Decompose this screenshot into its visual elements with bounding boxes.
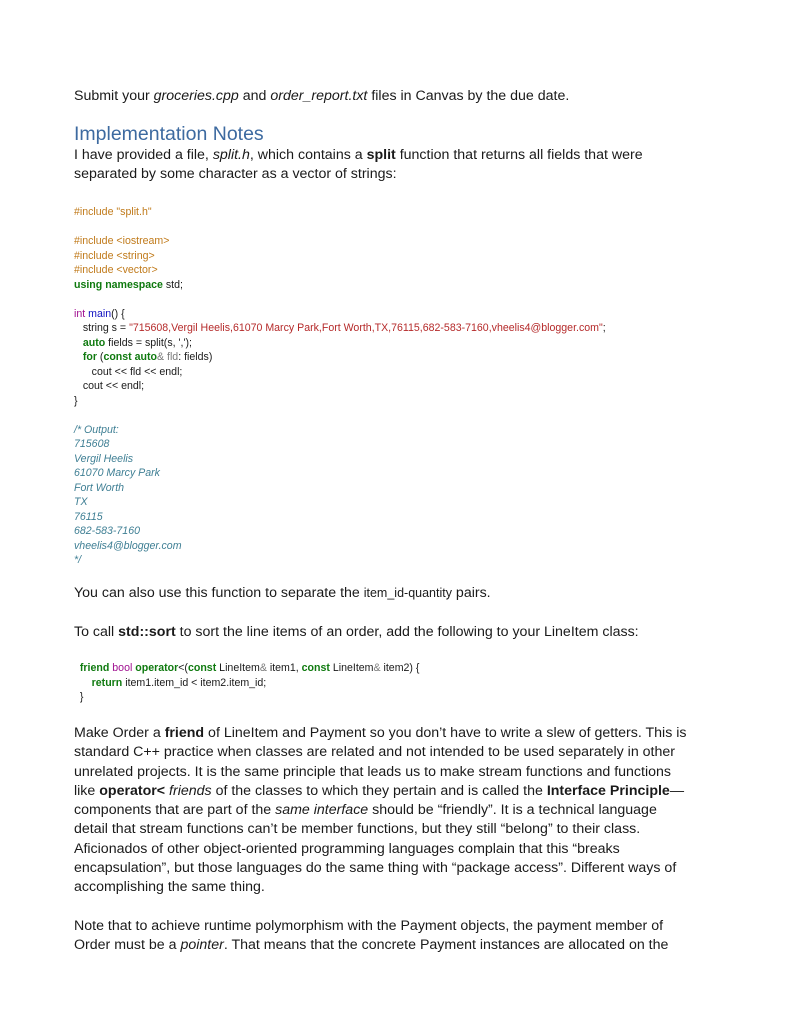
- text: accomplishing the same thing.: [74, 879, 265, 896]
- text: separated by some character as a vector of strings:: [74, 166, 397, 183]
- code-line: [74, 661, 419, 676]
- bold-term: Interface Principle: [546, 782, 670, 799]
- keyword: const: [301, 662, 330, 674]
- text: You can also use this function to separate the: [74, 585, 364, 601]
- code-text: std;: [162, 278, 183, 291]
- code-line: [74, 365, 606, 380]
- include-directive: #include "split.h": [74, 206, 152, 218]
- text: function that returns all fields that were: [395, 147, 643, 163]
- type-keyword: int: [74, 307, 86, 320]
- text: Order must be a: [74, 937, 181, 954]
- code-text: () {: [111, 307, 125, 320]
- comment-line: Fort Worth: [74, 481, 125, 494]
- include-directive: #include <iostream>: [74, 235, 170, 247]
- text: Submit your: [74, 88, 154, 104]
- code-line-blank: [74, 408, 606, 423]
- keyword: return: [91, 676, 123, 689]
- function-name: main: [85, 307, 112, 320]
- string-literal: "715608,Vergil Heelis,61070 Marcy Park,Fort Worth,TX,76115,682-583-7160,vheelis4@blogger.com": [129, 322, 603, 334]
- text: . That means that the concrete Payment instances are allocated on the: [223, 937, 669, 954]
- include-directive: #include <vector>: [74, 264, 158, 276]
- keyword: friend: [79, 662, 110, 674]
- text: encapsulation”, but those languages do the same thing with “package access”. Different ways of: [74, 860, 677, 877]
- text: and: [238, 88, 271, 104]
- keyword: const: [187, 662, 217, 674]
- split-paragraph: [74, 146, 643, 185]
- filename-groceries: groceries.cpp: [153, 88, 239, 104]
- italic-term: pointer: [180, 937, 224, 954]
- inline-code: item_id-quantity: [363, 586, 452, 600]
- code-block-split-example: [74, 205, 606, 568]
- italic-term: friends: [169, 782, 212, 799]
- friend-paragraph: [74, 724, 686, 898]
- comment-line: TX: [74, 496, 88, 508]
- function-name: split: [366, 147, 396, 163]
- keyword: auto: [74, 336, 106, 349]
- code-line: [74, 321, 606, 336]
- polymorphism-paragraph: [74, 917, 668, 956]
- code-text: LineItem: [216, 662, 260, 674]
- comment-line: 76115: [74, 510, 103, 523]
- code-line: [74, 676, 419, 691]
- text: detail that stream functions can’t be member functions, but they still “belong” to their class.: [74, 821, 641, 838]
- code-text: : fields): [178, 351, 213, 363]
- text: standard C++ practice when classes are related and not intended to be used separately in other: [74, 744, 675, 761]
- comment-line: Vergil Heelis: [74, 452, 134, 465]
- code-line: [74, 690, 419, 705]
- italic-term: same interface: [275, 802, 369, 819]
- code-text: &: [259, 662, 267, 674]
- code-text: cout << fld << endl;: [74, 365, 183, 378]
- code-text: item1.item_id < item2.item_id;: [122, 676, 267, 689]
- code-text: ;: [602, 322, 606, 334]
- code-line: [74, 278, 606, 293]
- code-text: LineItem: [329, 662, 374, 674]
- section-heading: Implementation Notes: [74, 123, 264, 145]
- sort-paragraph: [74, 623, 639, 642]
- code-text: item2) {: [380, 662, 420, 674]
- comment-line: 61070 Marcy Park: [74, 467, 160, 479]
- code-text: item1,: [266, 662, 302, 674]
- code-line: [74, 234, 606, 249]
- code-text: cout << endl;: [74, 380, 145, 392]
- code-text: }: [74, 394, 78, 407]
- text: I have provided a file,: [74, 147, 213, 163]
- code-line: [74, 205, 606, 220]
- bold-term: friend: [164, 725, 205, 741]
- filename-order-report: order_report.txt: [270, 88, 368, 104]
- code-line: [74, 336, 606, 351]
- text: —: [669, 782, 685, 799]
- type-keyword: bool: [112, 662, 133, 674]
- pairs-paragraph: [74, 584, 491, 603]
- text: Note that to achieve runtime polymorphism with the Payment objects, the payment member of: [74, 918, 664, 934]
- comment-line: */: [74, 554, 82, 566]
- comment-line: 682-583-7160: [74, 525, 140, 537]
- text: of LineItem and Payment so you don’t have to write a slew of getters. This is: [204, 725, 687, 741]
- keyword: for: [74, 351, 97, 363]
- submit-paragraph: [74, 87, 569, 106]
- code-line: [74, 263, 606, 278]
- text: to sort the line items of an order, add the following to your LineItem class:: [175, 624, 639, 640]
- code-text: (: [96, 351, 104, 363]
- code-text: }: [79, 691, 84, 703]
- code-text: <(: [178, 662, 188, 674]
- text: components that are part of the: [74, 802, 276, 819]
- code-line: [74, 350, 606, 365]
- code-line-blank: [74, 220, 606, 235]
- code-line: [74, 307, 606, 322]
- code-text: string s =: [74, 322, 130, 334]
- text: like: [74, 782, 100, 799]
- bold-term: operator<: [99, 782, 166, 799]
- text: files in Canvas by the due date.: [367, 88, 570, 104]
- text: , which contains a: [249, 147, 367, 163]
- code-line: [74, 394, 606, 409]
- include-directive: #include <string>: [74, 249, 155, 262]
- comment-line: /* Output:: [74, 423, 119, 436]
- filename-split: split.h: [212, 147, 250, 163]
- text: Aficionados of other object-oriented programming languages complain that this “breaks: [74, 840, 620, 857]
- text: of the classes to which they pertain and is called the: [211, 782, 547, 799]
- code-block-operator: [74, 661, 419, 705]
- code-text: fields = split(s, ',');: [105, 336, 192, 349]
- keyword: using namespace: [74, 278, 163, 291]
- keyword: const auto: [103, 351, 157, 363]
- keyword: operator: [135, 662, 179, 674]
- text: pairs.: [451, 585, 491, 601]
- code-text: & fld: [157, 351, 179, 363]
- code-text: &: [373, 662, 381, 674]
- comment-line: vheelis4@blogger.com: [74, 539, 182, 552]
- comment-line: 715608: [74, 438, 110, 450]
- code-line: [74, 379, 606, 394]
- text: should be “friendly”. It is a technical language: [368, 802, 657, 819]
- code-line-blank: [74, 292, 606, 307]
- code-line: [74, 249, 606, 264]
- text: Make Order a: [74, 725, 165, 741]
- function-name: std::sort: [118, 624, 176, 640]
- text: To call: [74, 624, 119, 640]
- text: unrelated projects. It is the same principle that leads us to make stream functions and functions: [74, 763, 671, 780]
